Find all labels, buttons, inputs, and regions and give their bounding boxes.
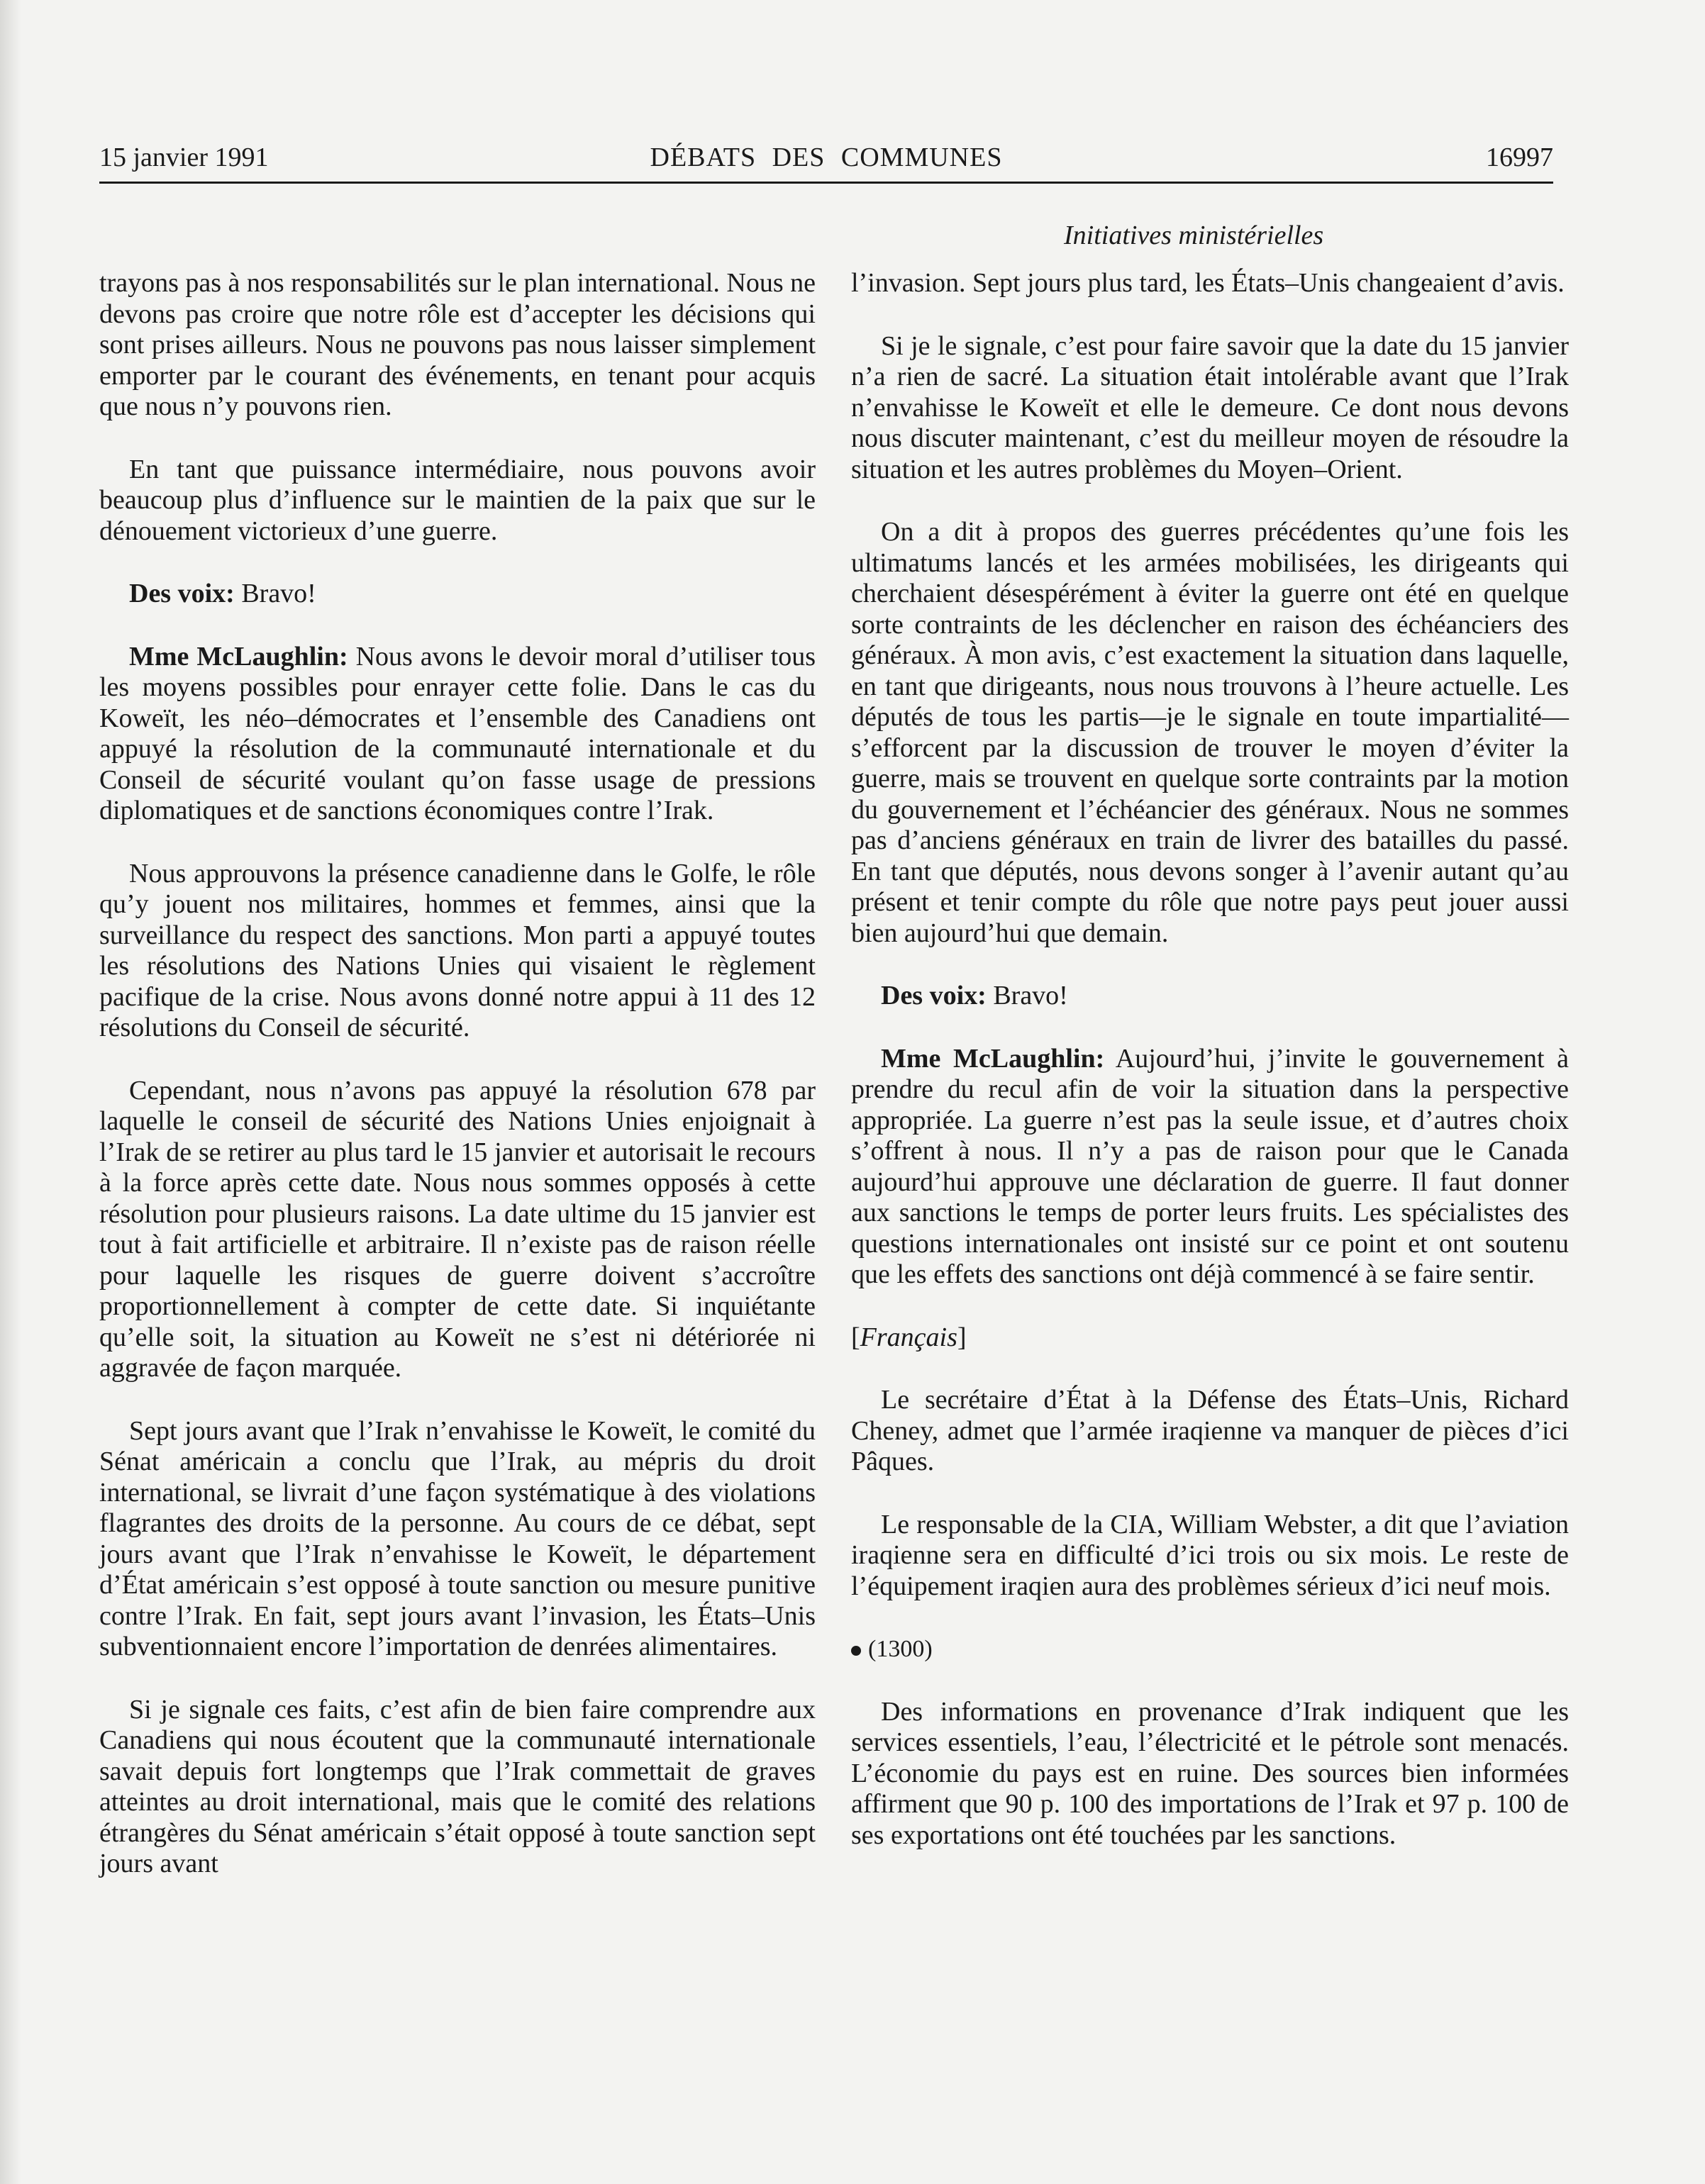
paragraph: On a dit à propos des guerres précédentes qu’une fois les ultimatums lancés et les armées mobilisées, les dirigeants qui cherchaient désespérément à éviter la guerre ont été en quelque sorte contraints de les déclencher en raison des échéanciers des généraux. À mon avis, c’est exactement la situation dans laquelle, en tant que dirigeants, nous nous trouvons à l’heure actuelle. Les députés de tous les partis—je le signale en toute impartialité—s’efforcent par la discussion de trouver le moyen d’éviter la guerre, mais se trouvent en quelque sorte contraints par la motion du gouvernement et l’échéancier des généraux. Nous ne sommes pas d’anciens généraux en train de livrer des batailles du passé. En tant que députés, nous devons songer à l’avenir autant qu’au présent et tenir compte du rôle que notre pays peut jouer aussi bien aujourd’hui que demain. <box>851 517 1569 948</box>
header-page-number: 16997 <box>1486 143 1553 172</box>
speech-paragraph <box>99 579 816 610</box>
speech-paragraph <box>851 1044 1569 1291</box>
paragraph-continued: l’invasion. Sept jours plus tard, les États–Unis changeaient d’avis. <box>851 268 1565 298</box>
paragraph: Cependant, nous n’avons pas appuyé la résolution 678 par laquelle le conseil de sécurité des Nations Unies enjoignait à l’Irak de se retirer au plus tard le 15 janvier et autorisait le recours à la force après cette date. Nous nous sommes opposés à cette résolution pour plusieurs raisons. La date ultime du 15 janvier est tout à fait artificielle et arbitraire. Il n’existe pas de raison réelle pour laquelle les risques de guerre doivent s’accroître proportionnellement à compter de cette date. Si inquiétante qu’elle soit, la situation au Koweït ne s’est ni détériorée ni aggravée de façon marquée. <box>99 1075 816 1383</box>
paragraph-continued: trayons pas à nos responsabilités sur le plan international. Nous ne devons pas croire que notre rôle est d’accepter les décisions qui sont prises ailleurs. Nous ne pouvons pas nous laisser simplement emporter par le courant des événements, en tenant pour acquis que nous n’y pouvons rien. <box>99 268 816 421</box>
speaker-name: Des voix: <box>881 981 987 1010</box>
speech-text: Nous avons le devoir moral d’utiliser tous les moyens possibles pour enrayer cette folie. Dans le cas du Koweït, les néo–démocrates et l’ensemble des Canadiens ont appuyé la résolution de la communauté internationale et du Conseil de sécurité voulant qu’on fasse usage de pressions diplomatiques et de sanctions économiques contre l’Irak. <box>99 641 816 825</box>
speech-paragraph <box>99 642 816 827</box>
speech-text: Bravo! <box>986 981 1068 1010</box>
paragraph: Nous approuvons la présence canadienne dans le Golfe, le rôle qu’y jouent nos militaires, hommes et femmes, ainsi que la surveillance du respect des sanctions. Mon parti a appuyé toutes les résolutions des Nations Unies qui visaient le règlement pacifique de la crise. Nous avons donné notre appui à 11 des 12 résolutions du Conseil de sécurité. <box>99 858 816 1042</box>
header-date: 15 janvier 1991 <box>99 143 269 172</box>
page-edge-shadow <box>0 0 21 2184</box>
speech-text: Bravo! <box>234 579 316 608</box>
language-name: Français <box>860 1322 957 1352</box>
paragraph: Sept jours avant que l’Irak n’envahisse le Koweït, le comité du Sénat américain a conclu que l’Irak, au mépris du droit international, se livrait d’une façon systématique à des violations flagrantes des droits de la personne. Au cours de ce débat, sept jours avant que l’Irak n’envahisse le Koweït, le département d’État américain s’est opposé à toute sanction ou mesure punitive contre l’Irak. En fait, sept jours avant l’invasion, les États–Unis subventionnaient encore l’importation de denrées alimentaires. <box>99 1415 816 1661</box>
bullet-icon <box>851 1646 861 1656</box>
speaker-name: Mme McLaughlin: <box>129 641 348 672</box>
speaker-name: Des voix: <box>129 579 235 608</box>
speech-paragraph <box>851 981 1569 1012</box>
header-title: DÉBATS DES COMMUNES <box>650 143 1003 172</box>
left-column <box>99 268 816 1912</box>
section-label: Initiatives ministérielles <box>1064 221 1324 250</box>
paragraph: Si je signale ces faits, c’est afin de bien faire comprendre aux Canadiens qui nous écoutent que la communauté internationale savait depuis fort longtemps que l’Irak commettait de graves atteintes au droit international, mais que le comité des relations étrangères du Sénat américain s’était opposé à toute sanction sept jours avant <box>99 1694 816 1878</box>
timestamp-marker <box>851 1634 1569 1665</box>
header-rule <box>99 182 1553 184</box>
language-marker: [Français] <box>851 1322 967 1352</box>
page-header <box>99 142 1553 179</box>
right-column <box>851 268 1569 1883</box>
paragraph: En tant que puissance intermédiaire, nous pouvons avoir beaucoup plus d’influence sur le maintien de la paix que sur le dénouement victorieux d’une guerre. <box>99 454 816 546</box>
speaker-name: Mme McLaughlin: <box>881 1043 1105 1074</box>
paragraph: Le secrétaire d’État à la Défense des États–Unis, Richard Cheney, admet que l’armée iraqienne va manquer de pièces d’ici Pâques. <box>851 1385 1569 1476</box>
timestamp-text: (1300) <box>868 1636 933 1662</box>
paragraph: Des informations en provenance d’Irak indiquent que les services essentiels, l’eau, l’électricité et le pétrole sont menacés. L’économie du pays est en ruine. Des sources bien informées affirment que 90 p. 100 des importations de l’Irak et 97 p. 100 de ses exportations ont été touchées par les sanctions. <box>851 1696 1569 1850</box>
paragraph: Si je le signale, c’est pour faire savoir que la date du 15 janvier n’a rien de sacré. La situation était intolérable avant que l’Irak n’envahisse le Koweït et elle le demeure. Ce dont nous devons nous discuter maintenant, c’est du meilleur moyen de résoudre la situation et les autres problèmes du Moyen–Orient. <box>851 330 1569 484</box>
speech-text: Aujourd’hui, j’invite le gouvernement à prendre du recul afin de voir la situation dans la perspective appropriée. La guerre n’est pas la seule issue, et d’autres choix s’offrent à nous. Il n’y a pas de raison pour que le Canada aujourd’hui approuve une déclaration de guerre. Il faut donner aux sanctions le temps de porter leurs fruits. Les spécialistes des questions internationales ont insisté sur ce point et ont soutenu que les effets des sanctions ont déjà commencé à se faire sentir. <box>851 1043 1569 1289</box>
paragraph: Le responsable de la CIA, William Webster, a dit que l’aviation iraqienne sera en difficulté d’ici trois ou six mois. Le reste de l’équipement iraqien aura des problèmes sérieux d’ici neuf mois. <box>851 1509 1569 1601</box>
